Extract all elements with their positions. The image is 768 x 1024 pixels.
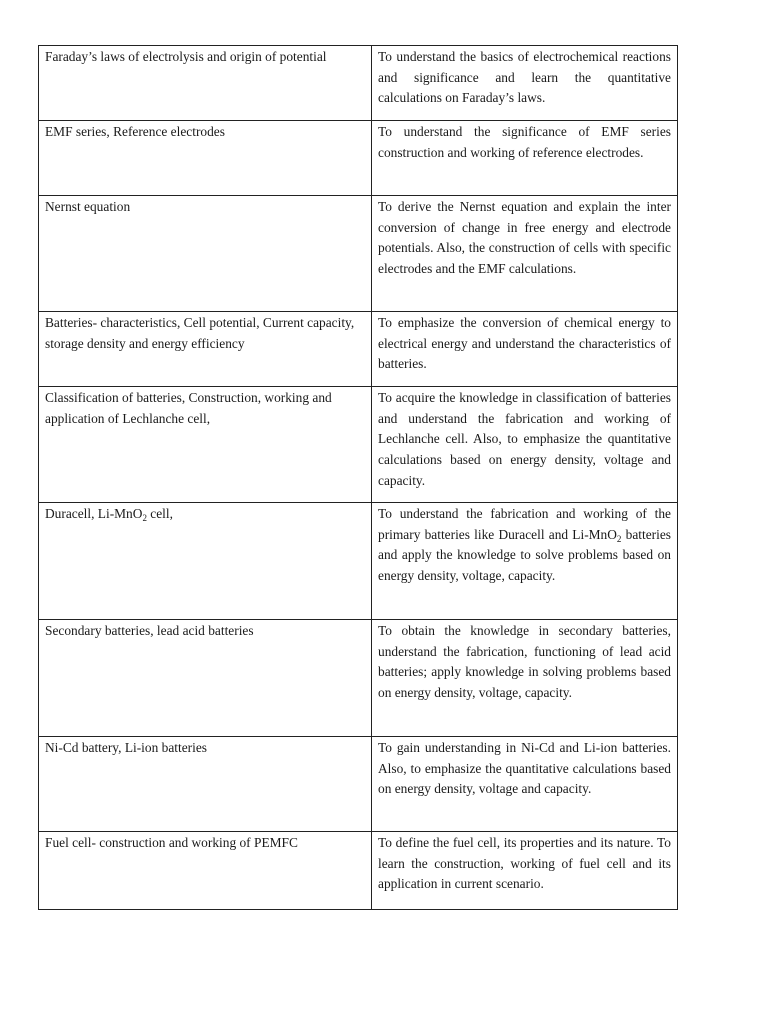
- topic-cell: [39, 620, 372, 737]
- objective-cell: [372, 832, 678, 910]
- topic-cell: [39, 46, 372, 121]
- table-row: [39, 312, 678, 387]
- objective-text-part: To understand the fabrication and working of the primary batteries like Duracell and Li-MnO: [378, 506, 671, 542]
- topic-text: Faraday’s laws of electrolysis and origin of potential: [45, 49, 327, 64]
- objective-cell: [372, 46, 678, 121]
- topic-text: Ni-Cd battery, Li-ion batteries: [45, 740, 208, 755]
- subscript: 2: [616, 533, 622, 544]
- objective-cell: [372, 312, 678, 387]
- topic-text-part: Duracell, Li-MnO: [45, 506, 143, 521]
- topic-cell: [39, 196, 372, 312]
- topic-text: EMF series, Reference electrodes: [45, 124, 225, 139]
- topic-text: Fuel cell- construction and working of PEMFC: [45, 835, 298, 850]
- objective-text: To acquire the knowledge in classification of batteries and understand the fabrication and working of Lechlanche cell. Also, to emphasize the quantitative calculations based on energy density, voltage and capacity.: [378, 390, 671, 488]
- topic-text: Batteries- characteristics, Cell potential, Current capacity, storage density and energy efficiency: [45, 315, 355, 351]
- objective-text: To understand the significance of EMF series construction and working of reference electrodes.: [378, 124, 671, 160]
- objective-cell: [372, 503, 678, 620]
- topic-cell: [39, 832, 372, 910]
- objective-text: To obtain the knowledge in secondary batteries, understand the fabrication, functioning of lead acid batteries; apply knowledge in solving problems based on energy density, voltage, capacity.: [378, 623, 671, 701]
- topic-text-part: cell,: [146, 506, 173, 521]
- topic-cell: [39, 387, 372, 503]
- objective-cell: [372, 737, 678, 832]
- table-row: [39, 737, 678, 832]
- table-row: [39, 620, 678, 737]
- objective-text: [378, 504, 671, 587]
- topic-cell: [39, 737, 372, 832]
- objective-text: To gain understanding in Ni-Cd and Li-ion batteries. Also, to emphasize the quantitative calculations based on energy density, voltage and capacity.: [378, 740, 671, 797]
- objective-cell: [372, 620, 678, 737]
- table-row: [39, 503, 678, 620]
- topic-text: Classification of batteries, Construction, working and application of Lechlanche cell,: [45, 390, 332, 426]
- table-row: [39, 121, 678, 196]
- table-row: [39, 387, 678, 503]
- objective-cell: [372, 387, 678, 503]
- objective-text: To define the fuel cell, its properties and its nature. To learn the construction, working of fuel cell and its application in current scenario.: [378, 835, 671, 892]
- topic-text: [45, 504, 365, 525]
- topic-text: Secondary batteries, lead acid batteries: [45, 623, 254, 638]
- topic-cell: [39, 312, 372, 387]
- objective-cell: [372, 196, 678, 312]
- topic-cell: [39, 503, 372, 620]
- subscript: 2: [142, 513, 147, 523]
- objective-text: To understand the basics of electrochemical reactions and significance and learn the quantitative calculations on Faraday’s laws.: [378, 49, 671, 106]
- table-row: [39, 196, 678, 312]
- objective-text-part: batteries and apply the knowledge to solve problems based on energy density, voltage, capacity.: [378, 526, 671, 584]
- syllabus-table: [38, 45, 678, 910]
- topic-cell: [39, 121, 372, 196]
- objective-cell: [372, 121, 678, 196]
- table-row: [39, 832, 678, 910]
- objective-text: To derive the Nernst equation and explain the inter conversion of change in free energy and electrode potentials. Also, the construction of cells with specific electrodes and the EMF calculations.: [378, 199, 671, 277]
- topic-text: Nernst equation: [45, 199, 131, 214]
- table-row: [39, 46, 678, 121]
- objective-text: To emphasize the conversion of chemical energy to electrical energy and understand the characteristics of batteries.: [378, 315, 671, 372]
